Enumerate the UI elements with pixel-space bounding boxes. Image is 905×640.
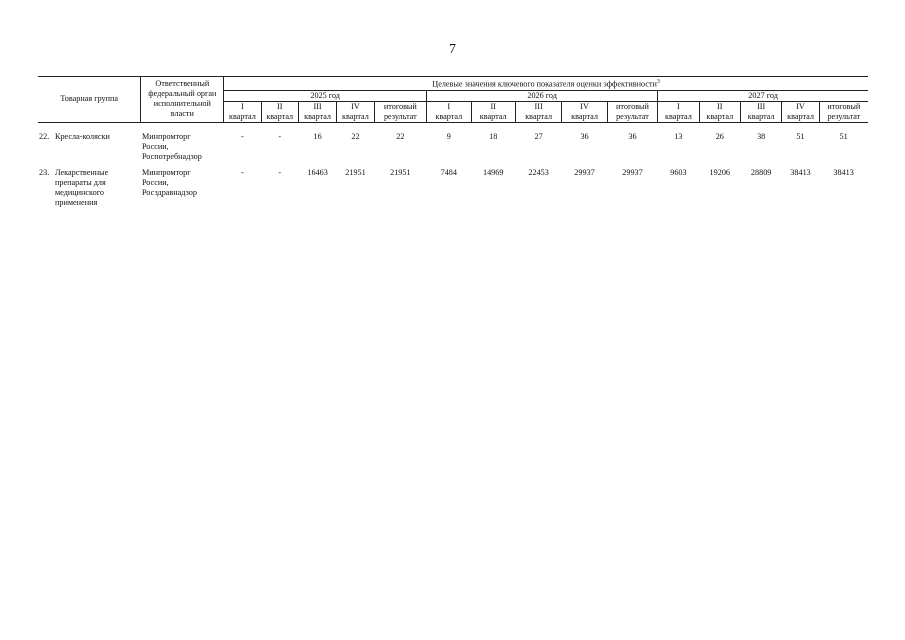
authority-line: Росздравнадзор bbox=[141, 187, 197, 197]
value-cell: 19206 bbox=[709, 167, 731, 177]
authority-column-header bbox=[141, 77, 224, 123]
quarter-header-word: результат bbox=[819, 112, 868, 123]
quarter-header-word: квартал bbox=[471, 112, 515, 123]
quarter-header-word: квартал bbox=[515, 112, 561, 123]
authority-line: Роспотребнадзор bbox=[141, 151, 202, 161]
value-cell: 22453 bbox=[528, 167, 549, 177]
value-cell: 26 bbox=[715, 131, 724, 141]
authority-line: России, bbox=[141, 177, 169, 187]
kpi-table bbox=[38, 76, 868, 214]
value-cell: 14969 bbox=[482, 167, 504, 177]
authority-line: Минпромторг bbox=[141, 131, 191, 141]
quarter-header-numeral: IV bbox=[337, 101, 374, 112]
value-cell: 29937 bbox=[574, 167, 595, 177]
kpi-title: Целевые значения ключевого показателя оценки эффективности bbox=[432, 79, 657, 89]
quarter-header-word: квартал bbox=[782, 112, 819, 123]
quarter-header-numeral: итоговый bbox=[607, 101, 657, 112]
quarter-header-word: квартал bbox=[740, 112, 781, 123]
row-number: 23. bbox=[39, 167, 50, 177]
authority-cell bbox=[141, 132, 224, 168]
page-number: 7 bbox=[449, 42, 456, 57]
value-cell: 29937 bbox=[622, 167, 643, 177]
goods-cell bbox=[38, 168, 141, 214]
quarter-header-numeral: II bbox=[699, 101, 740, 112]
kpi-title-header bbox=[224, 77, 868, 91]
value-cell: 28809 bbox=[750, 167, 772, 177]
quarter-header-numeral: I bbox=[224, 101, 261, 112]
authority-header-line: власти bbox=[170, 109, 194, 119]
authority-line: Минпромторг bbox=[141, 167, 191, 177]
quarter-header-numeral: I bbox=[658, 101, 699, 112]
quarter-header-word: квартал bbox=[298, 112, 336, 123]
value-cell: 21951 bbox=[345, 167, 366, 177]
quarter-header-numeral: II bbox=[471, 101, 515, 112]
value-cell: 9603 bbox=[670, 167, 687, 177]
value-cell: 13 bbox=[674, 131, 683, 141]
quarter-header-word: результат bbox=[374, 112, 426, 123]
value-cell: - bbox=[278, 167, 282, 177]
quarter-header-numeral: IV bbox=[562, 101, 607, 112]
quarter-header-word: квартал bbox=[562, 112, 607, 123]
goods-name: Лекарственные препараты для медицинского применения bbox=[55, 167, 109, 207]
authority-line: России, bbox=[141, 141, 169, 151]
year-header: 2026 год bbox=[427, 90, 658, 101]
authority-header-line: исполнительной bbox=[153, 99, 211, 109]
value-cell: 51 bbox=[796, 131, 805, 141]
row-number: 22. bbox=[39, 131, 50, 141]
goods-cell bbox=[38, 132, 141, 168]
value-cell: 22 bbox=[396, 131, 405, 141]
value-cell: 22 bbox=[351, 131, 360, 141]
value-cell: 51 bbox=[839, 131, 848, 141]
value-cell: - bbox=[241, 167, 244, 177]
quarter-header-numeral: итоговый bbox=[819, 101, 868, 112]
quarter-header-word: квартал bbox=[427, 112, 471, 123]
value-cell: 27 bbox=[534, 131, 543, 141]
authority-cell bbox=[141, 168, 224, 214]
value-cell: 36 bbox=[628, 131, 637, 141]
quarter-header-word: квартал bbox=[699, 112, 740, 123]
quarter-header-word: квартал bbox=[261, 112, 298, 123]
year-header: 2025 год bbox=[224, 90, 427, 101]
value-cell: 9 bbox=[446, 131, 451, 141]
year-header: 2027 год bbox=[658, 90, 868, 101]
quarter-header-numeral: III bbox=[740, 101, 781, 112]
quarter-header-word: квартал bbox=[224, 112, 261, 123]
quarter-header-numeral: III bbox=[298, 101, 336, 112]
quarter-header-numeral: I bbox=[427, 101, 471, 112]
value-cell: 18 bbox=[489, 131, 498, 141]
table-row bbox=[38, 132, 868, 168]
value-cell: - bbox=[241, 131, 244, 141]
value-cell: 21951 bbox=[390, 167, 411, 177]
kpi-footnote-mark: 3 bbox=[656, 79, 660, 85]
quarter-header-numeral: III bbox=[515, 101, 561, 112]
quarter-header-word: результат bbox=[607, 112, 657, 123]
quarter-header-word: квартал bbox=[337, 112, 374, 123]
value-cell: - bbox=[278, 131, 282, 141]
authority-header-line: федеральный орган bbox=[148, 89, 217, 99]
table-row bbox=[38, 168, 868, 214]
quarter-header-word: квартал bbox=[658, 112, 699, 123]
quarter-header-numeral: IV bbox=[782, 101, 819, 112]
value-cell: 38413 bbox=[790, 167, 811, 177]
value-cell: 16 bbox=[313, 131, 322, 141]
value-cell: 16463 bbox=[307, 167, 328, 177]
quarter-header-numeral: итоговый bbox=[374, 101, 426, 112]
authority-header-line: Ответственный bbox=[155, 79, 210, 89]
value-cell: 38 bbox=[757, 131, 766, 141]
goods-name: Кресла-коляски bbox=[55, 131, 110, 141]
value-cell: 36 bbox=[580, 131, 589, 141]
value-cell: 38413 bbox=[833, 167, 854, 177]
goods-column-header: Товарная группа bbox=[38, 77, 141, 123]
quarter-header-numeral: II bbox=[261, 101, 298, 112]
value-cell: 7484 bbox=[440, 167, 457, 177]
